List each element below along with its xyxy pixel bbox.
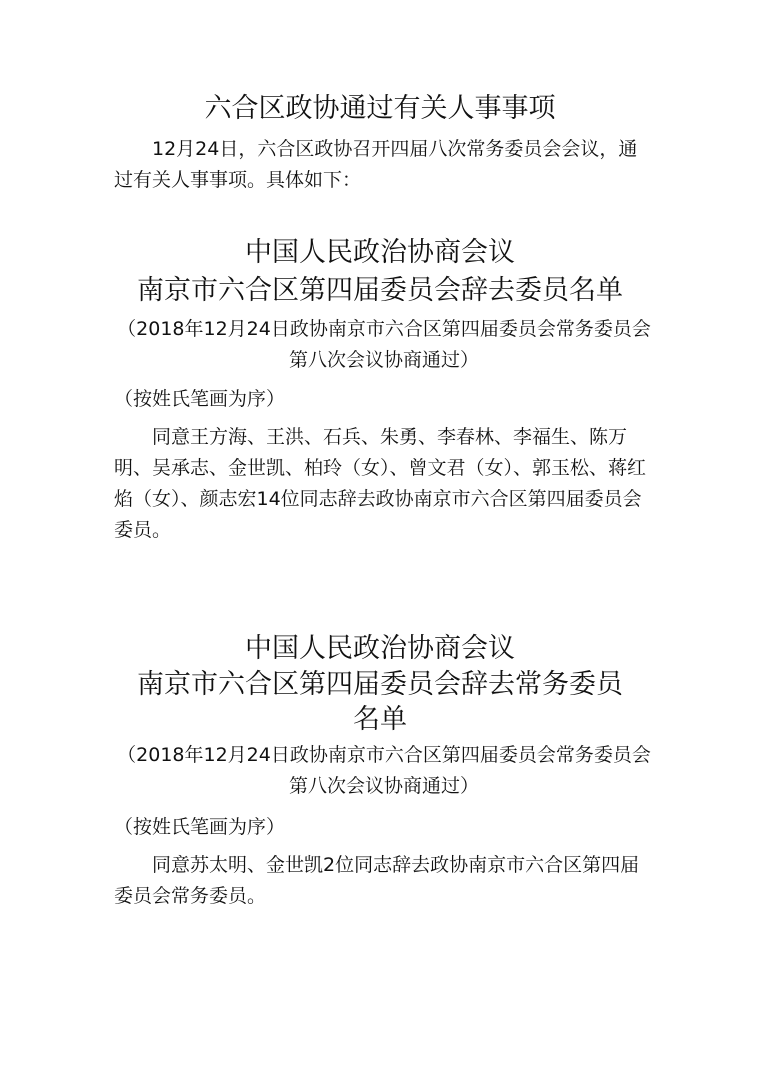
section1-approval-note: （2018年12月24日政协南京市六合区第四届委员会常务委员会第八次会议协商通过） bbox=[117, 318, 651, 371]
section1-body: 同意王方海、王洪、石兵、朱勇、李春林、李福生、陈万明、吴承志、金世凯、柏玲（女）、曾文君（女）、郭玉松、蒋红焰（女）、颜志宏14位同志辞去政协南京市六合区第四届委员会委员。 bbox=[114, 426, 647, 541]
section2-heading-line1: 中国人民政治协商会议 bbox=[245, 633, 515, 664]
section2-body: 同意苏太明、金世凯2位同志辞去政协南京市六合区第四届委员会常务委员。 bbox=[114, 854, 640, 907]
section2-heading-line2: 南京市六合区第四届委员会辞去常务委员 bbox=[137, 669, 623, 700]
section1-order-note: （按姓氏笔画为序） bbox=[114, 388, 286, 410]
section1-heading-line1: 中国人民政治协商会议 bbox=[245, 237, 515, 268]
intro-paragraph: 12月24日，六合区政协召开四届八次常务委员会会议，通过有关人事事项。具体如下： bbox=[114, 138, 638, 191]
section1-heading-line2: 南京市六合区第四届委员会辞去委员名单 bbox=[137, 275, 623, 306]
section2-approval-note: （2018年12月24日政协南京市六合区第四届委员会常务委员会第八次会议协商通过） bbox=[117, 744, 651, 797]
section2-heading-line3: 名单 bbox=[353, 704, 407, 735]
section2-order-note: （按姓氏笔画为序） bbox=[114, 816, 286, 838]
main-title: 六合区政协通过有关人事事项 bbox=[204, 93, 556, 124]
